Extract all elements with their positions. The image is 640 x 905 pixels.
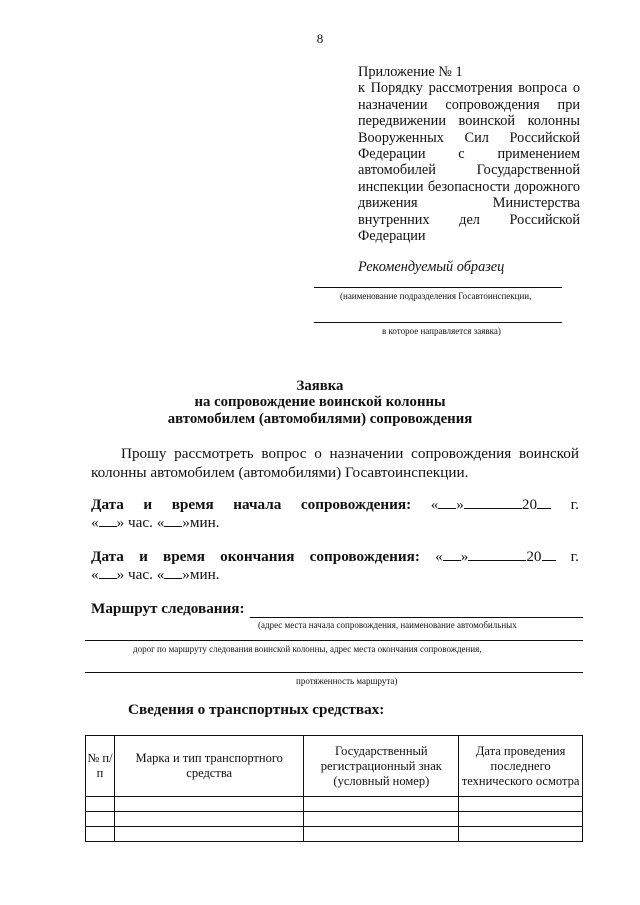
start-word: сопровождения: bbox=[300, 496, 412, 513]
heading-line-3: автомобилем (автомобилями) сопровождения bbox=[167, 411, 473, 427]
table-cell[interactable] bbox=[304, 797, 459, 812]
start-date-field[interactable]: « » 20 bbox=[431, 496, 551, 515]
route-label: Маршрут следования: bbox=[91, 600, 245, 617]
page-number: 8 bbox=[316, 31, 324, 46]
table-cell[interactable] bbox=[304, 812, 459, 827]
start-time-field[interactable]: « » час. « »мин. bbox=[91, 514, 220, 531]
start-word: время bbox=[171, 496, 214, 513]
col-number-header: № п/п bbox=[86, 736, 115, 797]
route-line-2[interactable] bbox=[85, 640, 583, 641]
route-caption-2: дорог по маршруту следования воинской колонны, адрес места окончания сопровождения, bbox=[133, 644, 482, 654]
addressee-caption-2: в которое направляется заявка) bbox=[382, 326, 501, 336]
request-text: Прошу рассмотреть вопрос о назначении сопровождения воинской колонны автомобилем (автомобилями) Госавтоинспекции. bbox=[91, 445, 579, 481]
table-cell[interactable] bbox=[86, 797, 115, 812]
col-vehicle-type-header: Марка и тип транспортного средства bbox=[114, 736, 304, 797]
route-caption-3: протяженность маршрута) bbox=[296, 676, 398, 686]
end-time-field[interactable]: « » час. « »мин. bbox=[91, 566, 220, 583]
addressee-caption-1: (наименование подразделения Госавтоинспекции, bbox=[340, 291, 532, 301]
end-word: время bbox=[163, 548, 205, 565]
end-word: сопровождения: bbox=[309, 548, 420, 565]
heading-title: Заявка bbox=[296, 378, 344, 394]
end-datetime-row bbox=[91, 548, 579, 567]
end-word: окончания bbox=[220, 548, 295, 565]
addressee-line-1 bbox=[314, 287, 562, 288]
table-cell[interactable] bbox=[114, 797, 304, 812]
annex-body: к Порядку рассмотрения вопроса о назначении сопровождения при передвижении воинской колонны Вооруженных Сил Российской Федерации с применением автомобилей Государственной инспекции безопасности дорожного движения Министерства внутренних дел Российской Федерации bbox=[358, 80, 580, 245]
start-year-suffix: г. bbox=[570, 496, 579, 513]
table-cell[interactable] bbox=[459, 797, 583, 812]
route-caption-1: (адрес места начала сопровождения, наименование автомобильных bbox=[258, 620, 517, 630]
transport-section-title: Сведения о транспортных средствах: bbox=[128, 701, 385, 718]
end-word: Дата bbox=[91, 548, 124, 565]
end-year-suffix: г. bbox=[570, 548, 579, 565]
table-cell[interactable] bbox=[114, 827, 304, 842]
route-line-1[interactable] bbox=[250, 617, 583, 618]
vehicles-table bbox=[85, 735, 583, 842]
table-cell[interactable] bbox=[114, 812, 304, 827]
route-line-3[interactable] bbox=[85, 672, 583, 673]
table-row bbox=[86, 797, 583, 812]
addressee-line-2 bbox=[314, 322, 562, 323]
col-plate-header: Государственный регистрационный знак (условный номер) bbox=[304, 736, 459, 797]
sample-label: Рекомендуемый образец bbox=[358, 259, 505, 276]
table-cell[interactable] bbox=[459, 812, 583, 827]
table-row bbox=[86, 812, 583, 827]
table-header-row bbox=[86, 736, 583, 797]
annex-block bbox=[358, 64, 580, 290]
heading-line-2: на сопровождение воинской колонны bbox=[194, 394, 446, 410]
col-inspection-date-header: Дата проведения последнего технического осмотра bbox=[459, 736, 583, 797]
end-word: и bbox=[139, 548, 148, 565]
annex-title: Приложение № 1 bbox=[358, 64, 463, 80]
start-word: и bbox=[143, 496, 153, 513]
start-word: Дата bbox=[91, 496, 124, 513]
table-cell[interactable] bbox=[86, 812, 115, 827]
end-date-field[interactable]: « » 20 bbox=[435, 548, 555, 567]
start-datetime-row bbox=[91, 496, 579, 515]
table-cell[interactable] bbox=[459, 827, 583, 842]
table-cell[interactable] bbox=[304, 827, 459, 842]
table-row bbox=[86, 827, 583, 842]
table-cell[interactable] bbox=[86, 827, 115, 842]
start-word: начала bbox=[233, 496, 282, 513]
